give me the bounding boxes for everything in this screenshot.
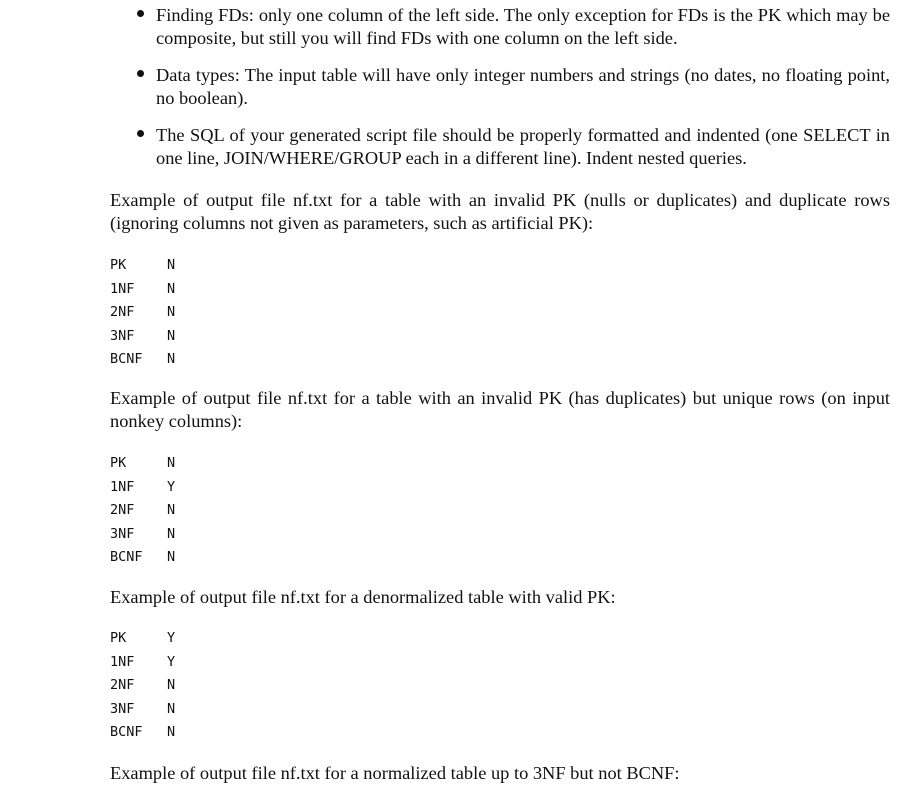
- nf-value: N: [167, 525, 176, 542]
- nf-value: N: [167, 455, 176, 471]
- nf-value: N: [167, 677, 176, 694]
- nf-label: 1NF: [110, 478, 135, 495]
- nf-value: N: [167, 351, 176, 368]
- nf-label: 2NF: [110, 502, 135, 519]
- example-caption-denormalized-valid-pk: Example of output file nf.txt for a denormalized table with valid PK:: [110, 587, 616, 607]
- bullet-text: The SQL of your generated script file should be properly formatted and indented (one SELECT in one line, JOIN/WHERE/GROUP each in a different line). Indent nested queries.: [156, 125, 890, 168]
- code-block-example-1: [110, 254, 175, 372]
- code-row: [110, 476, 175, 500]
- code-row: [110, 452, 175, 476]
- nf-label: 3NF: [110, 700, 135, 717]
- bullet-item-sql-format: [156, 124, 890, 169]
- nf-label: PK: [110, 630, 127, 646]
- bullet-icon: [137, 130, 144, 137]
- bullet-text: Finding FDs: only one column of the left side. The only exception for FDs is the PK which may be composite, but still you will find FDs with one column on the left side.: [156, 5, 890, 48]
- code-row: [110, 674, 175, 698]
- nf-value: N: [167, 304, 176, 321]
- nf-label: PK: [110, 257, 127, 273]
- bullet-icon: [137, 10, 144, 17]
- code-block-example-2: [110, 452, 175, 570]
- bullet-item-finding-fds: [156, 4, 890, 49]
- bullet-item-data-types: [156, 64, 890, 109]
- nf-value: N: [167, 257, 176, 273]
- example-caption-normalized-3nf-not-bcnf: Example of output file nf.txt for a normalized table up to 3NF but not BCNF:: [110, 763, 680, 783]
- nf-value: N: [167, 700, 176, 717]
- code-row: [110, 546, 175, 570]
- nf-value: N: [167, 724, 176, 741]
- nf-label: PK: [110, 455, 127, 471]
- nf-label: 1NF: [110, 653, 135, 670]
- nf-label: 1NF: [110, 280, 135, 297]
- nf-label: BCNF: [110, 351, 143, 368]
- code-row: [110, 278, 175, 302]
- code-row: [110, 499, 175, 523]
- nf-label: 3NF: [110, 327, 135, 344]
- nf-label: BCNF: [110, 549, 143, 566]
- code-block-example-3: [110, 627, 175, 745]
- nf-value: N: [167, 549, 176, 566]
- code-row: [110, 301, 175, 325]
- nf-label: 3NF: [110, 525, 135, 542]
- code-row: [110, 348, 175, 372]
- code-row: [110, 698, 175, 722]
- nf-label: 2NF: [110, 304, 135, 321]
- code-row: [110, 254, 175, 278]
- bullet-text: Data types: The input table will have only integer numbers and strings (no dates, no floating point, no boolean).: [156, 65, 890, 108]
- nf-label: 2NF: [110, 677, 135, 694]
- nf-value: Y: [167, 630, 176, 646]
- nf-value: N: [167, 502, 176, 519]
- nf-value: N: [167, 327, 176, 344]
- code-row: [110, 721, 175, 745]
- code-row: [110, 651, 175, 675]
- nf-value: Y: [167, 478, 176, 495]
- nf-label: BCNF: [110, 724, 143, 741]
- code-row: [110, 325, 175, 349]
- code-row: [110, 523, 175, 547]
- nf-value: N: [167, 280, 176, 297]
- bullet-icon: [137, 70, 144, 77]
- example-caption-invalid-pk-duplicate-rows: Example of output file nf.txt for a table with an invalid PK (nulls or duplicates) and duplicate rows (ignoring columns not given as parameters, such as artificial PK):: [110, 190, 890, 233]
- nf-value: Y: [167, 653, 176, 670]
- code-row: [110, 627, 175, 651]
- example-caption-invalid-pk-unique-rows: Example of output file nf.txt for a table with an invalid PK (has duplicates) but unique rows (on input nonkey columns):: [110, 388, 890, 431]
